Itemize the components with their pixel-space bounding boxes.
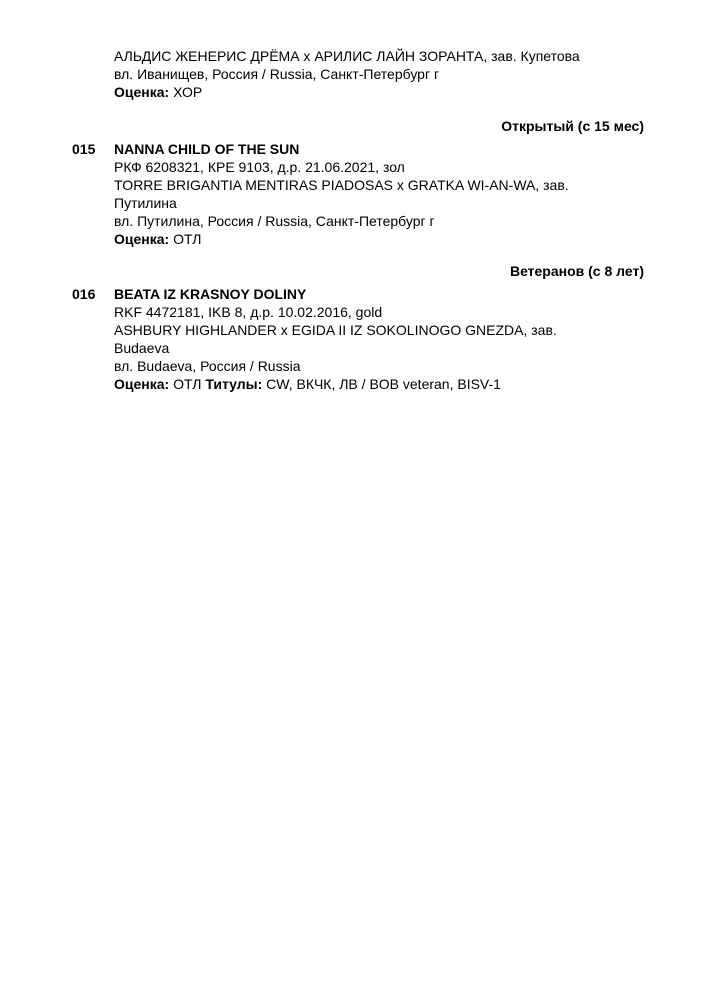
entry-grade: [114, 230, 654, 248]
entry-registration: RKF 4472181, IKB 8, д.р. 10.02.2016, gold: [114, 304, 383, 320]
titles-label: Титулы:: [205, 376, 263, 392]
section-heading-open: Открытый (с 15 мес): [501, 118, 644, 134]
entry-continued: [114, 47, 654, 101]
entry-grade-titles: [114, 375, 654, 393]
entry-015: [114, 140, 654, 248]
entry-owner: вл. Иванищев, Россия / Russia, Санкт-Петербург г: [114, 66, 440, 82]
section-heading-veterans: Ветеранов (с 8 лет): [509, 263, 644, 279]
entry-number: 016: [72, 286, 96, 302]
grade-value: ХОР: [173, 84, 203, 100]
entry-registration: РКФ 6208321, КРЕ 9103, д.р. 21.06.2021, зол: [114, 159, 405, 175]
entry-owner: вл. Budaeva, Россия / Russia: [114, 358, 301, 374]
titles-value: CW, ВКЧК, ЛВ / BOB veteran, BISV-1: [266, 376, 501, 392]
entry-number: 015: [72, 141, 96, 157]
grade-label: Оценка:: [114, 84, 170, 100]
grade-value: ОТЛ: [173, 231, 202, 247]
entry-name: NANNA CHILD OF THE SUN: [114, 141, 300, 157]
entry-grade: [114, 83, 654, 101]
grade-label: Оценка:: [114, 231, 170, 247]
entry-name: BEATA IZ KRASNOY DOLINY: [114, 286, 307, 302]
entry-parents: TORRE BRIGANTIA MENTIRAS PIADOSAS x GRATKA WI-AN-WA, зав. Путилина: [114, 177, 569, 211]
entry-parents: АЛЬДИС ЖЕНЕРИС ДРЁМА х АРИЛИС ЛАЙН ЗОРАНТА, зав. Купетова: [114, 48, 580, 64]
grade-value: ОТЛ: [173, 376, 202, 392]
entry-owner: вл. Путилина, Россия / Russia, Санкт-Петербург г: [114, 213, 435, 229]
entry-parents: ASHBURY HIGHLANDER x EGIDA II IZ SOKOLINOGO GNEZDA, зав. Budaeva: [114, 322, 557, 356]
entry-016: [114, 285, 654, 393]
grade-label: Оценка:: [114, 376, 170, 392]
